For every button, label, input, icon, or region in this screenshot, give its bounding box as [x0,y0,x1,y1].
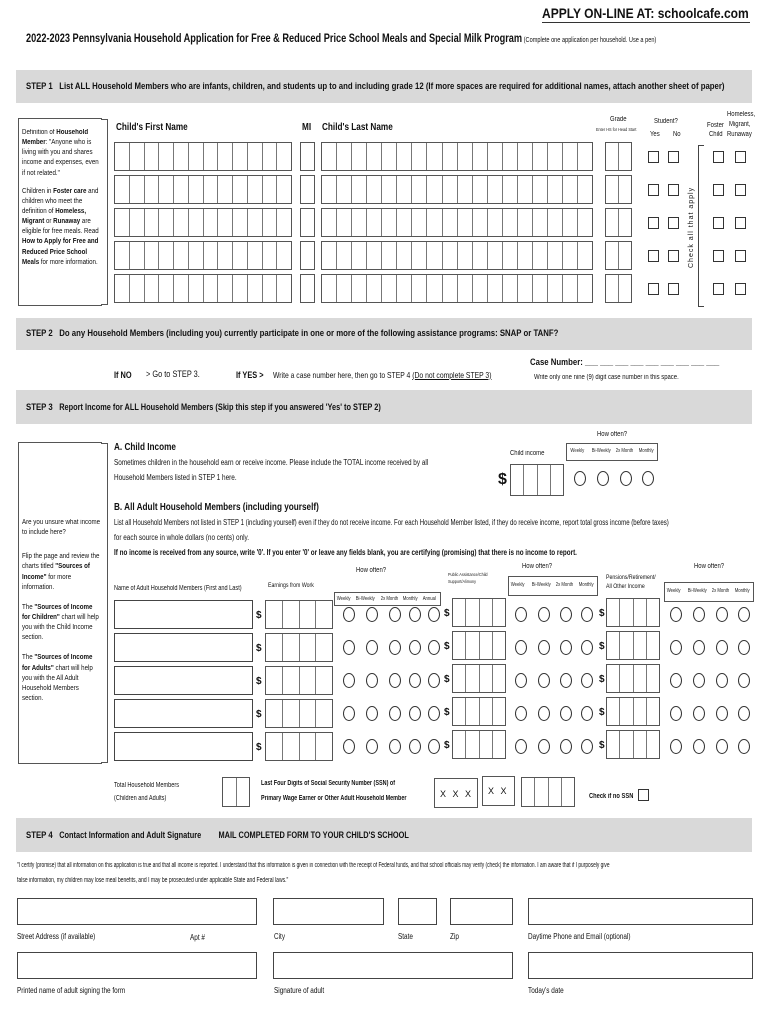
adult-name-input[interactable] [114,633,253,662]
child-grade-input[interactable] [605,274,632,303]
if-yes-action-text: Write a case number here, then go to STEP 4 [273,370,411,380]
pub-freq-weekly: Weekly [510,582,525,588]
homeless-migrant-runaway-checkbox[interactable] [735,217,746,229]
state-input[interactable] [398,898,437,925]
public-assist-freq-radio-weekly[interactable] [515,673,527,688]
public-assist-freq-radio-weekly[interactable] [515,706,527,721]
public-assist-freq-radio-monthly[interactable] [581,607,593,622]
sb3-3b: "Sources of Income for Children" [22,603,93,621]
child-income-text-1: Sometimes children in the household earn or receive income. Please include the TOTAL income received by all [114,458,429,467]
sb3-4a: The [22,654,35,662]
if-yes-action [273,370,491,380]
apply-online-underline [542,22,750,23]
sb3-2b: "Sources of Income" [22,563,90,581]
public-assist-dollar: $ [444,608,450,619]
earnings-freq-radio-2x-month[interactable] [389,640,401,655]
pension-dollar: $ [599,641,605,652]
child-last-name-input[interactable] [321,241,593,270]
street-label: Street Address (if available) [17,932,96,941]
student-yes-checkbox[interactable] [648,184,659,196]
total-members-1: Total Household Members [114,782,180,789]
earnings-input[interactable] [265,600,333,629]
pension-freq-radio-weekly[interactable] [670,640,682,655]
child-mi-input[interactable] [300,241,315,270]
child-income-label: Child income [510,450,545,457]
earnings-input[interactable] [265,633,333,662]
fn-e: or [44,218,54,226]
pub-freq-monthly: Monthly [578,582,594,588]
earn-how-often: How often? [356,567,387,574]
col-yes: Yes [650,131,660,138]
public-assist-dollar: $ [444,707,450,718]
fn-c: and children who meet the definition of [22,187,99,215]
case-number-label: Case Number: ___ ___ ___ ___ ___ ___ ___ ___ ___ [530,357,720,368]
child-freq-2x: 2x Month [615,448,634,454]
earnings-freq-radio-monthly[interactable] [409,706,421,721]
check-all-bracket [698,145,704,307]
date-label: Today's date [528,986,564,995]
homeless-migrant-runaway-checkbox[interactable] [735,151,746,163]
col-pension-2: All Other Income [606,583,645,590]
step3-sidebar-text [22,518,101,704]
col-grade: Grade [610,116,627,123]
pension-freq-radio-2x-month[interactable] [716,640,728,655]
public-assist-dollar: $ [444,674,450,685]
public-assist-freq-radio-biweekly[interactable] [538,673,550,688]
if-yes: If YES > [236,370,264,380]
earnings-freq-radio-monthly[interactable] [409,607,421,622]
pension-freq-radio-2x-month[interactable] [716,673,728,688]
earnings-freq-radio-monthly[interactable] [409,640,421,655]
def-c: : "Anyone who is living with you and shares income and expenses, even if not related." [22,139,99,177]
child-grade-input[interactable] [605,142,632,171]
col-first-name: Child's First Name [116,122,188,133]
col-mi: MI [302,122,312,133]
sb3-2c: for more information. [22,573,72,591]
public-assist-freq-radio-biweekly[interactable] [538,706,550,721]
public-assist-freq-radio-biweekly[interactable] [538,607,550,622]
step3-label: STEP 3 [26,402,53,413]
earnings-dollar: $ [256,742,262,753]
pen-freq-monthly: Monthly [734,588,750,594]
total-members-input[interactable] [222,777,250,807]
public-assist-freq-radio-weekly[interactable] [515,640,527,655]
sb3-2a: Flip the page and review the charts titled [22,553,100,571]
public-assist-freq-radio-2x-month[interactable] [560,640,572,655]
pension-input[interactable] [606,730,660,759]
public-assist-dollar: $ [444,740,450,751]
earnings-freq-radio-annual[interactable] [428,640,440,655]
ssn-mask-2: X X [488,786,509,796]
if-yes-note: (Do not complete STEP 3) [412,370,492,380]
printed-name-input[interactable] [17,952,257,979]
pension-dollar: $ [599,740,605,751]
pension-freq-radio-monthly[interactable] [738,706,750,721]
adult-name-input[interactable] [114,732,253,761]
pub-how-often: How often? [522,563,553,570]
signature-input[interactable] [273,952,513,979]
col-last-name: Child's Last Name [322,122,393,133]
step3-bar [16,390,752,424]
student-yes-checkbox[interactable] [648,250,659,262]
foster-child-checkbox[interactable] [713,151,724,163]
step1-label: STEP 1 [26,81,53,92]
if-no-action: > Go to STEP 3. [146,369,200,379]
case-number-note: Write only one nine (9) digit case number in this space. [534,374,679,381]
earnings-freq-radio-monthly[interactable] [409,673,421,688]
ssn-label-1: Last Four Digits of Social Security Number (SSN) of [261,780,396,787]
pension-freq-radio-2x-month[interactable] [716,706,728,721]
step2-text: Do any Household Members (including you) currently participate in one or more of the following assistance programs: SNAP or TANF? [59,328,559,339]
col-hmr-3: Runaway [727,131,752,138]
earn-freq-header [334,592,441,606]
pension-freq-radio-weekly[interactable] [670,607,682,622]
child-mi-input[interactable] [300,274,315,303]
adult-income-text-2: for each source in whole dollars (no cents) only. [114,533,250,542]
public-assist-freq-radio-monthly[interactable] [581,673,593,688]
child-grade-input[interactable] [605,175,632,204]
student-no-checkbox[interactable] [668,283,679,295]
step1-sidebar-text [22,128,101,268]
foster-child-checkbox[interactable] [713,283,724,295]
earnings-freq-radio-2x-month[interactable] [389,739,401,754]
step4-label: STEP 4 [26,830,53,841]
pension-freq-radio-monthly[interactable] [738,739,750,754]
pen-freq-header [664,582,754,602]
earnings-input[interactable] [265,666,333,695]
homeless-migrant-runaway-checkbox[interactable] [735,283,746,295]
printed-name-label: Printed name of adult signing the form [17,986,126,995]
child-freq-radio-weekly[interactable] [574,471,586,486]
pen-freq-2x: 2x Month [711,588,730,594]
pension-freq-radio-biweekly[interactable] [693,640,705,655]
student-no-checkbox[interactable] [668,151,679,163]
step4-bar [16,818,752,852]
public-assist-freq-radio-2x-month[interactable] [560,739,572,754]
zip-input[interactable] [450,898,513,925]
student-no-checkbox[interactable] [668,217,679,229]
earnings-input[interactable] [265,732,333,761]
adult-income-warning: If no income is received from any source, write '0'. If you enter '0' or leave any fields blank, you are certifying (promising) that there is no income to report. [114,548,577,557]
phone-email-label: Daytime Phone and Email (optional) [528,932,631,941]
child-last-name-input[interactable] [321,175,593,204]
pension-dollar: $ [599,608,605,619]
pension-input[interactable] [606,631,660,660]
earnings-freq-radio-monthly[interactable] [409,739,421,754]
pension-dollar: $ [599,707,605,718]
child-income-text-2: Household Members listed in STEP 1 here. [114,473,237,482]
public-assist-dollar: $ [444,641,450,652]
child-freq-radio-monthly[interactable] [642,471,654,486]
date-input[interactable] [528,952,753,979]
step1-note: (If more spaces are required for additional names, attach another sheet of paper) [425,81,725,92]
pen-how-often: How often? [694,563,725,570]
certify-1: "I certify (promise) that all information on this application is true and that all income is reported. I understand that this information is given in connection with the receipt of Federal funds, and that school officials may verify (check) the information. I am aware that if I purposely give [17,862,610,869]
ssn-last4-input[interactable] [521,777,575,807]
street-input[interactable] [17,898,257,925]
fn-f: Runaway [53,218,81,226]
foster-note [22,187,101,268]
earnings-freq-radio-annual[interactable] [428,706,440,721]
earnings-freq-radio-biweekly[interactable] [366,607,378,622]
pen-freq-weekly: Weekly [666,588,681,594]
sb3-flip [22,552,101,593]
earnings-freq-radio-annual[interactable] [428,607,440,622]
step1-title [26,81,725,92]
pension-dollar: $ [599,674,605,685]
col-public-1: Public Assistance/Child [448,572,488,577]
step3-text: Report Income for ALL Household Members (Skip this step if you answered 'Yes' to STEP 2) [59,402,381,412]
pension-input[interactable] [606,664,660,693]
child-freq-header [566,443,658,461]
col-foster-2: Child [709,131,723,138]
earn-freq-2x: 2x Month [380,596,398,602]
pension-freq-radio-biweekly[interactable] [693,607,705,622]
public-assist-freq-radio-monthly[interactable] [581,706,593,721]
earnings-dollar: $ [256,676,262,687]
earnings-input[interactable] [265,699,333,728]
pension-freq-radio-biweekly[interactable] [693,706,705,721]
public-assist-freq-radio-biweekly[interactable] [538,739,550,754]
col-adult-name: Name of Adult Household Members (First and Last) [114,585,242,592]
earnings-dollar: $ [256,709,262,720]
child-mi-input[interactable] [300,142,315,171]
child-how-often: How often? [597,431,628,438]
foster-child-checkbox[interactable] [713,184,724,196]
homeless-migrant-runaway-checkbox[interactable] [735,250,746,262]
col-grade-note: Enter HS for Head Start [596,127,637,132]
city-input[interactable] [273,898,384,925]
apt-label: Apt # [190,933,205,942]
col-earnings: Earnings from Work [268,582,314,589]
earnings-freq-radio-annual[interactable] [428,673,440,688]
earnings-dollar: $ [256,610,262,621]
public-assist-freq-radio-biweekly[interactable] [538,640,550,655]
pension-input[interactable] [606,598,660,627]
public-assist-freq-radio-weekly[interactable] [515,607,527,622]
apply-online-banner: APPLY ON-LINE AT: schoolcafe.com [542,5,749,21]
earnings-freq-radio-weekly[interactable] [343,640,355,655]
pension-freq-radio-weekly[interactable] [670,706,682,721]
child-last-name-input[interactable] [321,208,593,237]
def-a: Definition of [22,129,57,136]
earnings-freq-radio-weekly[interactable] [343,607,355,622]
pension-freq-radio-weekly[interactable] [670,673,682,688]
public-assist-freq-radio-2x-month[interactable] [560,706,572,721]
child-first-name-input[interactable] [114,241,292,270]
ssn-label-2: Primary Wage Earner or Other Adult Household Member [261,795,407,802]
total-members-2: (Children and Adults) [114,795,167,802]
earnings-freq-radio-biweekly[interactable] [366,673,378,688]
pension-freq-radio-monthly[interactable] [738,607,750,622]
fn-h: How to Apply for Free and Reduced Price School Meals [22,238,99,266]
step3-title [26,402,381,413]
pub-freq-header [508,576,598,596]
fn-i: for more information. [39,258,98,266]
earnings-freq-radio-biweekly[interactable] [366,640,378,655]
child-first-name-input[interactable] [114,208,292,237]
earn-freq-monthly: Monthly [402,596,418,602]
student-yes-checkbox[interactable] [648,283,659,295]
def-b: Household Member [22,129,89,147]
earnings-freq-radio-weekly[interactable] [343,739,355,754]
child-freq-weekly: Weekly [570,448,585,454]
earnings-freq-radio-biweekly[interactable] [366,739,378,754]
col-hmr-2: Migrant, [729,121,751,128]
public-assist-freq-radio-weekly[interactable] [515,739,527,754]
child-freq-biweekly: Bi-Weekly [591,448,611,454]
adult-name-input[interactable] [114,600,253,629]
child-grade-input[interactable] [605,241,632,270]
col-no: No [673,131,681,138]
child-mi-input[interactable] [300,208,315,237]
public-assist-input[interactable] [452,598,506,627]
pension-freq-radio-2x-month[interactable] [716,607,728,622]
no-ssn-checkbox[interactable] [638,789,649,801]
pub-freq-2x: 2x Month [555,582,574,588]
household-definition [22,128,101,179]
pen-freq-biweekly: Bi-Weekly [687,588,707,594]
child-grade-input[interactable] [605,208,632,237]
step4-text: Contact Information and Adult Signature [59,830,202,840]
child-mi-input[interactable] [300,175,315,204]
child-income-input[interactable] [510,464,564,496]
fn-d: Homeless, Migrant [22,207,87,226]
student-no-checkbox[interactable] [668,250,679,262]
step2-label: STEP 2 [26,328,53,339]
form-title-text: 2022-2023 Pennsylvania Household Application for Free & Reduced Price School Meals and Special Milk Program [26,33,523,45]
earn-freq-biweekly: Bi-Weekly [355,596,376,602]
child-first-name-input[interactable] [114,175,292,204]
sb3-children [22,603,101,644]
earn-freq-annual: Annual [422,596,436,602]
public-assist-input[interactable] [452,664,506,693]
foster-child-checkbox[interactable] [713,217,724,229]
foster-child-checkbox[interactable] [713,250,724,262]
sb3-4b: "Sources of Income for Adults" [22,654,93,672]
col-foster-1: Foster [707,122,724,129]
adult-income-title: B. All Adult Household Members (including yourself) [114,502,319,513]
sb3-4c: chart will help you with the All Adult Household Members section. [22,664,93,702]
step1-bar [16,70,752,103]
zip-label: Zip [450,932,459,941]
homeless-migrant-runaway-checkbox[interactable] [735,184,746,196]
pension-freq-radio-weekly[interactable] [670,739,682,754]
city-label: City [274,932,286,941]
child-last-name-input[interactable] [321,142,593,171]
step2-bar [16,318,752,350]
public-assist-freq-radio-monthly[interactable] [581,640,593,655]
fn-g: are eligible for free meals. Read [22,218,99,236]
child-first-name-input[interactable] [114,142,292,171]
child-first-name-input[interactable] [114,274,292,303]
child-freq-radio-2x[interactable] [620,471,632,486]
earnings-freq-radio-2x-month[interactable] [389,673,401,688]
public-assist-freq-radio-monthly[interactable] [581,739,593,754]
check-all-label: Check all that apply [688,186,695,268]
earnings-freq-radio-2x-month[interactable] [389,706,401,721]
ssn-mask-1: X X X [440,789,474,799]
public-assist-input[interactable] [452,730,506,759]
col-hmr-1: Homeless, [727,111,756,118]
public-assist-freq-radio-2x-month[interactable] [560,607,572,622]
fn-a: Children in [22,187,54,195]
child-last-name-input[interactable] [321,274,593,303]
adult-name-input[interactable] [114,699,253,728]
student-no-checkbox[interactable] [668,184,679,196]
child-freq-radio-biweekly[interactable] [597,471,609,486]
earn-freq-weekly: Weekly [336,596,351,602]
phone-email-input[interactable] [528,898,753,925]
pension-input[interactable] [606,697,660,726]
col-pension-1: Pensions/Retirement/ [606,574,656,581]
public-assist-input[interactable] [452,631,506,660]
child-freq-monthly: Monthly [638,448,654,454]
col-public-2: Support/Alimony [448,579,477,584]
step4-title [26,830,409,841]
sb3-3c: chart will help you with the Child Income section. [22,613,99,642]
col-student: Student? [654,118,678,125]
adult-income-text-1: List all Household Members not listed in STEP 1 (including yourself) even if they do not receive income. For each Household Member listed, if they do receive income, report total gross income (before taxes) [114,518,669,527]
certify-2: false information, my children may lose meal benefits, and I may be prosecuted under applicable State and Federal laws." [17,877,289,884]
pension-freq-radio-monthly[interactable] [738,673,750,688]
state-label: State [398,932,413,941]
earnings-freq-radio-weekly[interactable] [343,706,355,721]
pub-freq-biweekly: Bi-Weekly [531,582,551,588]
child-income-dollar: $ [498,471,507,488]
earnings-freq-radio-annual[interactable] [428,739,440,754]
pension-freq-radio-monthly[interactable] [738,640,750,655]
student-yes-checkbox[interactable] [648,217,659,229]
public-assist-input[interactable] [452,697,506,726]
earnings-freq-radio-2x-month[interactable] [389,607,401,622]
form-title-note: (Complete one application per household. Use a pen) [523,37,657,44]
student-yes-checkbox[interactable] [648,151,659,163]
child-income-title: A. Child Income [114,442,176,453]
signature-label: Signature of adult [274,986,325,995]
pension-freq-radio-biweekly[interactable] [693,739,705,754]
step4-mail: MAIL COMPLETED FORM TO YOUR CHILD'S SCHOOL [218,830,409,840]
step1-text: List ALL Household Members who are infants, children, and students up to and including grade 12 [59,81,424,92]
earnings-freq-radio-weekly[interactable] [343,673,355,688]
sb3-3a: The [22,603,35,611]
public-assist-freq-radio-2x-month[interactable] [560,673,572,688]
earnings-dollar: $ [256,643,262,654]
pension-freq-radio-2x-month[interactable] [716,739,728,754]
adult-name-input[interactable] [114,666,253,695]
sb3-adults [22,653,101,704]
form-title [26,33,656,47]
sb3-unsure: Are you unsure what income to include here? [22,519,101,537]
pension-freq-radio-biweekly[interactable] [693,673,705,688]
fn-b: Foster care [53,187,87,195]
earnings-freq-radio-biweekly[interactable] [366,706,378,721]
no-ssn-label: Check if no SSN [589,793,634,800]
if-no: If NO [114,370,132,380]
step2-title [26,328,558,339]
